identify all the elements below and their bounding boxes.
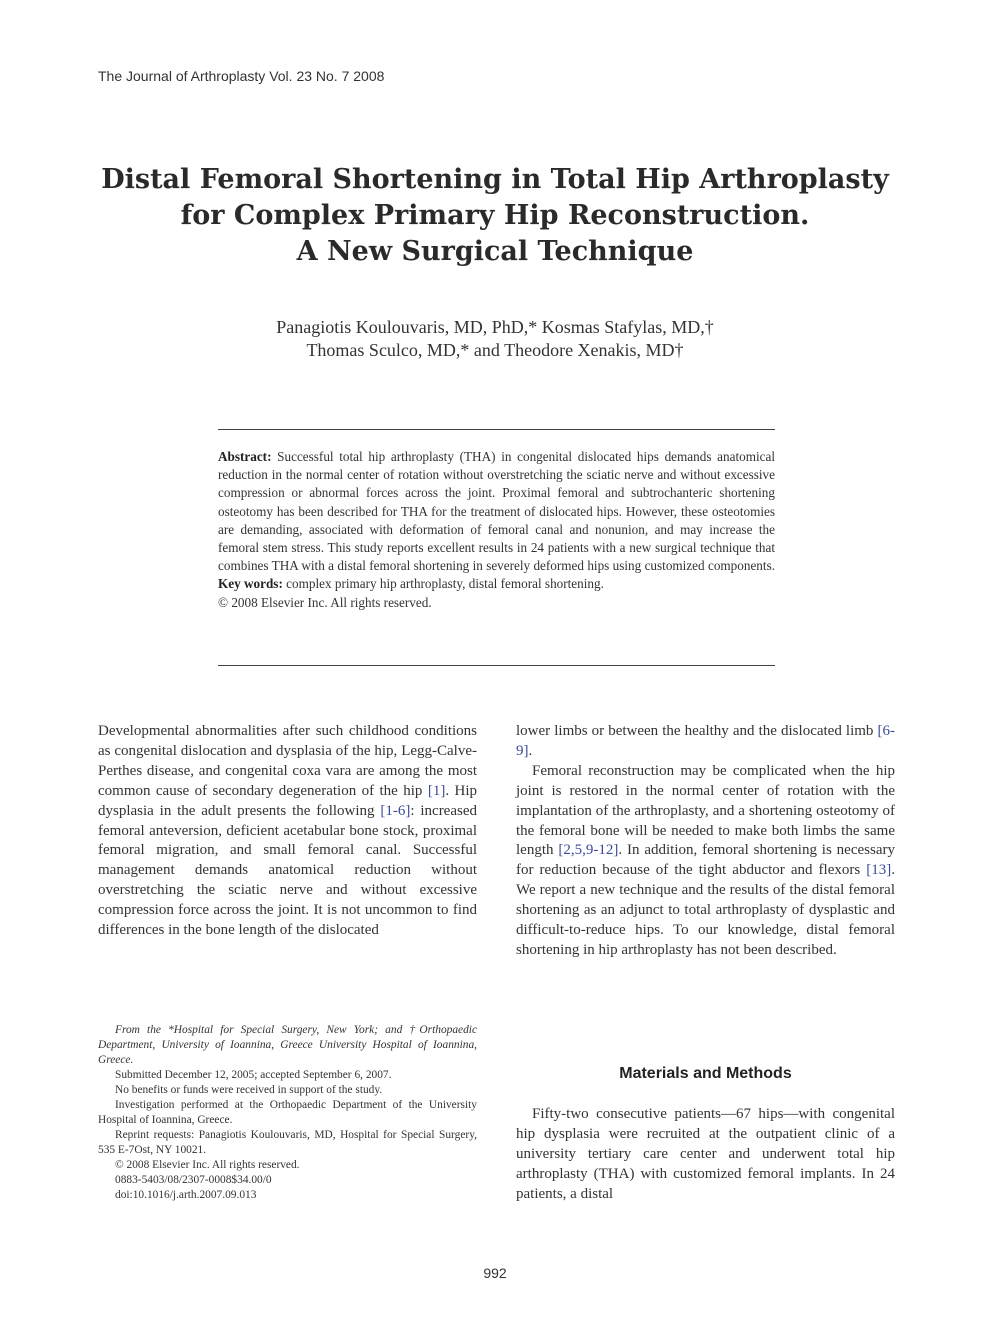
page-number: 992 [483,1265,507,1281]
intro-text-1: Developmental abnormalities after such childhood conditions as congenital dislocation and dysplasia of the hip, Legg-Calve-Perthes disease, and congenital coxa vara are among the most common cause of secondary degeneration of the hip [98,723,477,799]
abstract-label: Abstract: [218,449,272,464]
continued-paragraph [516,722,895,762]
citation-link[interactable]: [1] [427,782,446,799]
left-column [98,722,477,941]
footnote-reprint: Reprint requests: Panagiotis Koulouvaris, MD, Hospital for Special Surgery, 535 E-7Ost, NY 10021. [98,1129,477,1156]
citation-link[interactable]: [13] [866,862,892,879]
abstract-top-rule [218,429,775,430]
footnote-copyright: © 2008 Elsevier Inc. All rights reserved. [115,1159,300,1171]
footnote-doi: doi:10.1016/j.arth.2007.09.013 [115,1189,257,1201]
footnote-investigation: Investigation performed at the Orthopaedic Department of the University Hospital of Ioannina, Greece. [98,1099,477,1126]
abstract-copyright: © 2008 Elsevier Inc. All rights reserved. [218,594,432,610]
title-line-1: Distal Femoral Shortening in Total Hip Arthroplasty [101,164,889,195]
abstract-text: Successful total hip arthroplasty (THA) in congenital dislocated hips demands anatomical reduction in the normal center of rotation without overstretching the sciatic nerve and without excessive compression or abnormal forces across the joint. Proximal femoral and subtrochanteric shortening osteotomy has been described for THA for the treatment of dislocated hips. However, these osteotomies are demanding, associated with deformation of femoral canal and nonunion, and may increase the femoral stem stress. This study reports excellent results in 24 patients with a new surgical technique that combines THA with a distal femoral shortening in severely deformed hips using customized components. [218,449,776,574]
methods-paragraph: Fifty-two consecutive patients—67 hips—with congenital hip dysplasia were recruited at the outpatient clinic of a university tertiary care center and underwent total hip arthroplasty (THA) with customized femoral implants. In 24 patients, a distal [516,1106,895,1202]
keywords-label: Key words: [218,576,283,592]
reconstruction-text-1: Femoral reconstruction may be complicated when the hip joint is restored in the normal center of rotation with the implantation of the arthroplasty, and a shortening osteotomy of the femoral bone will be needed to make both limbs the same length [516,762,895,859]
citation-link[interactable]: [2,5,9-12] [558,842,619,859]
citation-link[interactable]: [6-9] [516,723,895,759]
footnote-issn: 0883-5403/08/2307-0008$34.00/0 [115,1174,272,1186]
continued-text-2: . [528,742,533,759]
footnotes [98,1023,477,1203]
reconstruction-text-3: . We report a new technique and the results of the distal femoral shortening as an adjunct to total arthroplasty of dysplastic and difficult-to-reduce hips. To our knowledge, distal femoral shortening in hip arthroplasty has not been described. [516,862,895,958]
continued-text-1: lower limbs or between the healthy and the dislocated limb [516,723,878,739]
title-line-2: for Complex Primary Hip Reconstruction. [180,200,810,231]
footnote-funding: No benefits or funds were received in support of the study. [115,1084,383,1096]
footnote-submitted: Submitted December 12, 2005; accepted September 6, 2007. [115,1069,392,1081]
methods-column [516,1105,895,1205]
keywords-text: complex primary hip arthroplasty, distal femoral shortening. [286,576,604,592]
authors-line-2: Thomas Sculco, MD,* and Theodore Xenakis, MD† [306,340,684,360]
reconstruction-text-2: . In addition, femoral shortening is necessary for reduction because of the tight abductor and flexors [516,842,895,879]
citation-link[interactable]: [1-6] [380,802,411,819]
abstract-bottom-rule [218,665,775,666]
authors-line-1: Panagiotis Koulouvaris, MD, PhD,* Kosmas Stafylas, MD,† [276,317,714,337]
title-line-3: A New Surgical Technique [296,236,694,267]
abstract-paragraph [218,448,775,594]
section-heading-methods: Materials and Methods [619,1065,792,1082]
footnote-affiliation: From the *Hospital for Special Surgery, New York; and †Orthopaedic Department, University of Ioannina, Greece University Hospital of Ioannina, Greece. [98,1024,477,1066]
article-title [60,162,930,270]
right-column [516,722,895,961]
intro-paragraph [98,722,477,941]
journal-header: The Journal of Arthroplasty Vol. 23 No. 7 2008 [98,68,385,84]
intro-text-3: : increased femoral anteversion, deficient acetabular bone stock, proximal femoral migration, and small femoral canal. Successful management demands anatomical reduction without overstretching the sciatic nerve and without excessive compression force across the joint. It is not uncommon to find differences in the bone length of the dislocated [98,802,477,939]
femoral-reconstruction-paragraph [516,762,895,961]
intro-text-2: . Hip dysplasia in the adult presents the following [98,782,478,819]
abstract-block [218,448,775,612]
author-list [60,316,930,362]
